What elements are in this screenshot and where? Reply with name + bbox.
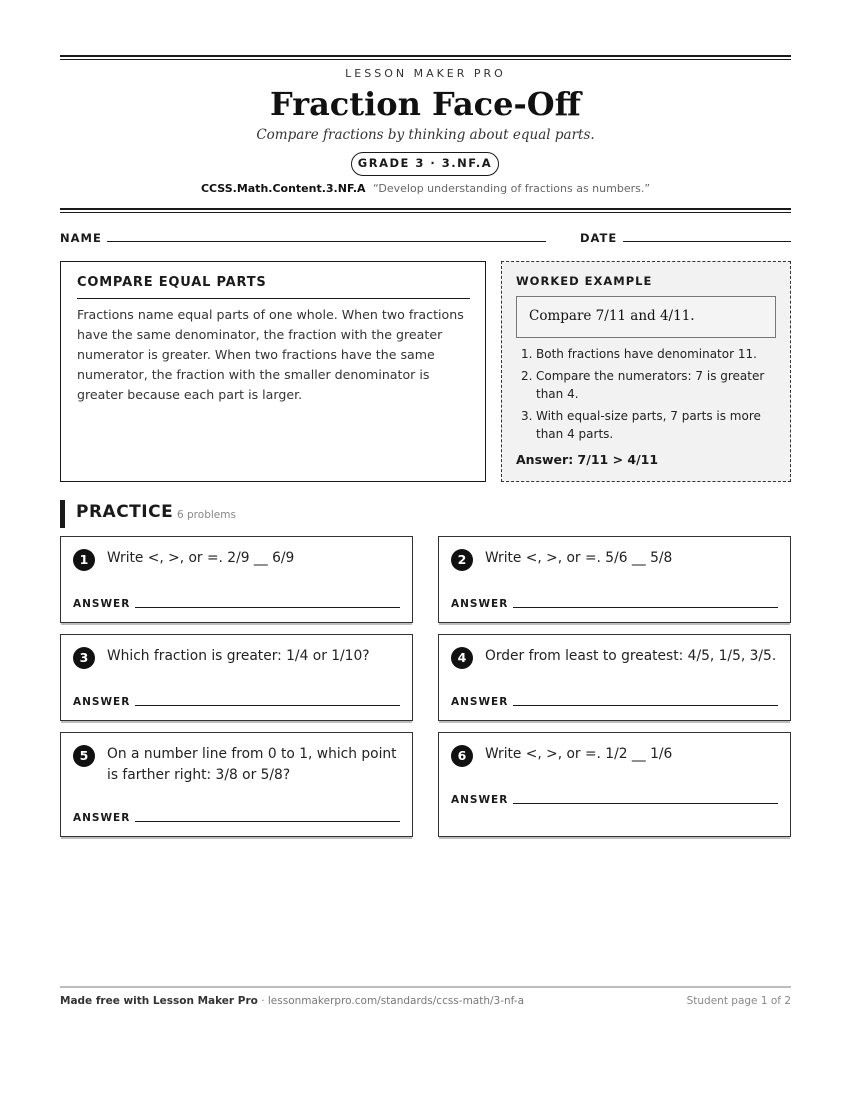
worksheet-title: Fraction Face-Off [270,85,581,123]
practice-title: PRACTICE [76,502,174,522]
worked-example-box [501,261,791,482]
name-label: NAME [60,231,102,245]
problem-card-3 [60,634,413,721]
worked-example-steps [516,345,778,447]
practice-accent-bar [60,500,65,528]
grade-badge: GRADE 3 · 3.NF.A [351,152,499,176]
header-top-rule [60,55,791,60]
footer-brand: Made free with Lesson Maker Pro [60,995,258,1007]
problem-text: On a number line from 0 to 1, which point is farther right: 3/8 or 5/8? [107,746,397,783]
problem-text: Which fraction is greater: 1/4 or 1/10? [107,648,370,664]
date-label: DATE [580,231,618,245]
answer-label: ANSWER [451,598,509,610]
concept-divider [77,298,470,299]
footer-credit [60,995,524,1007]
problem-number-badge: 6 [451,745,473,767]
problem-card-1 [60,536,413,623]
problem-number-badge: 4 [451,647,473,669]
problem-number-badge: 1 [73,549,95,571]
standard-description: “Develop understanding of fractions as numbers.” [373,182,651,195]
practice-count: 6 problems [177,509,236,521]
problem-text: Write <, >, or =. 5/6 __ 5/8 [485,550,673,566]
header-bottom-rule [60,208,791,213]
brand-name: LESSON MAKER PRO [345,67,506,80]
footer-url[interactable]: lessonmakerpro.com/standards/ccss-math/3-nf-a [267,995,525,1007]
standard-line [60,182,791,195]
problem-text: Write <, >, or =. 1/2 __ 1/6 [485,746,673,762]
footer-rule [60,986,791,988]
problem-card-5 [60,732,413,837]
worked-example-step: 2. Compare the numerators: 7 is greater than 4. [521,368,765,401]
worked-example-heading: WORKED EXAMPLE [516,274,653,288]
problem-text: Order from least to greatest: 4/5, 1/5, 3/5. [485,648,777,664]
answer-field[interactable] [135,821,400,822]
answer-field[interactable] [513,607,778,608]
date-field[interactable] [623,241,791,242]
worked-example-step: 1. Both fractions have denominator 11. [521,347,757,361]
problem-text: Write <, >, or =. 2/9 __ 6/9 [107,550,295,566]
answer-field[interactable] [135,705,400,706]
answer-field[interactable] [135,607,400,608]
footer-page-label: Student page 1 of 2 [686,995,791,1007]
worked-example-answer: Answer: 7/11 > 4/11 [516,452,659,467]
problem-card-4 [438,634,791,721]
problem-number-badge: 3 [73,647,95,669]
concept-box [60,261,486,482]
name-field[interactable] [107,241,546,242]
worksheet-subtitle: Compare fractions by thinking about equal parts. [256,127,595,143]
answer-field[interactable] [513,705,778,706]
answer-label: ANSWER [451,794,509,806]
concept-body: Fractions name equal parts of one whole. When two fractions have the same denominator, the fraction with the greater numerator is greater. When two fractions have the same numerator, the fraction with the smaller denominator is greater because each part is larger. [77,307,464,402]
problem-card-6 [438,732,791,837]
answer-label: ANSWER [451,696,509,708]
standard-code: CCSS.Math.Content.3.NF.A [200,182,366,195]
answer-label: ANSWER [73,598,131,610]
worked-example-step: 3. With equal-size parts, 7 parts is more than 4 parts. [521,408,761,441]
answer-field[interactable] [513,803,778,804]
worksheet-page [60,0,791,1100]
worked-example-prompt: Compare 7/11 and 4/11. [516,296,776,338]
footer-separator: · [257,995,268,1007]
concept-heading: COMPARE EQUAL PARTS [77,275,267,290]
problem-card-2 [438,536,791,623]
problem-number-badge: 5 [73,745,95,767]
answer-label: ANSWER [73,812,131,824]
problem-number-badge: 2 [451,549,473,571]
answer-label: ANSWER [73,696,131,708]
